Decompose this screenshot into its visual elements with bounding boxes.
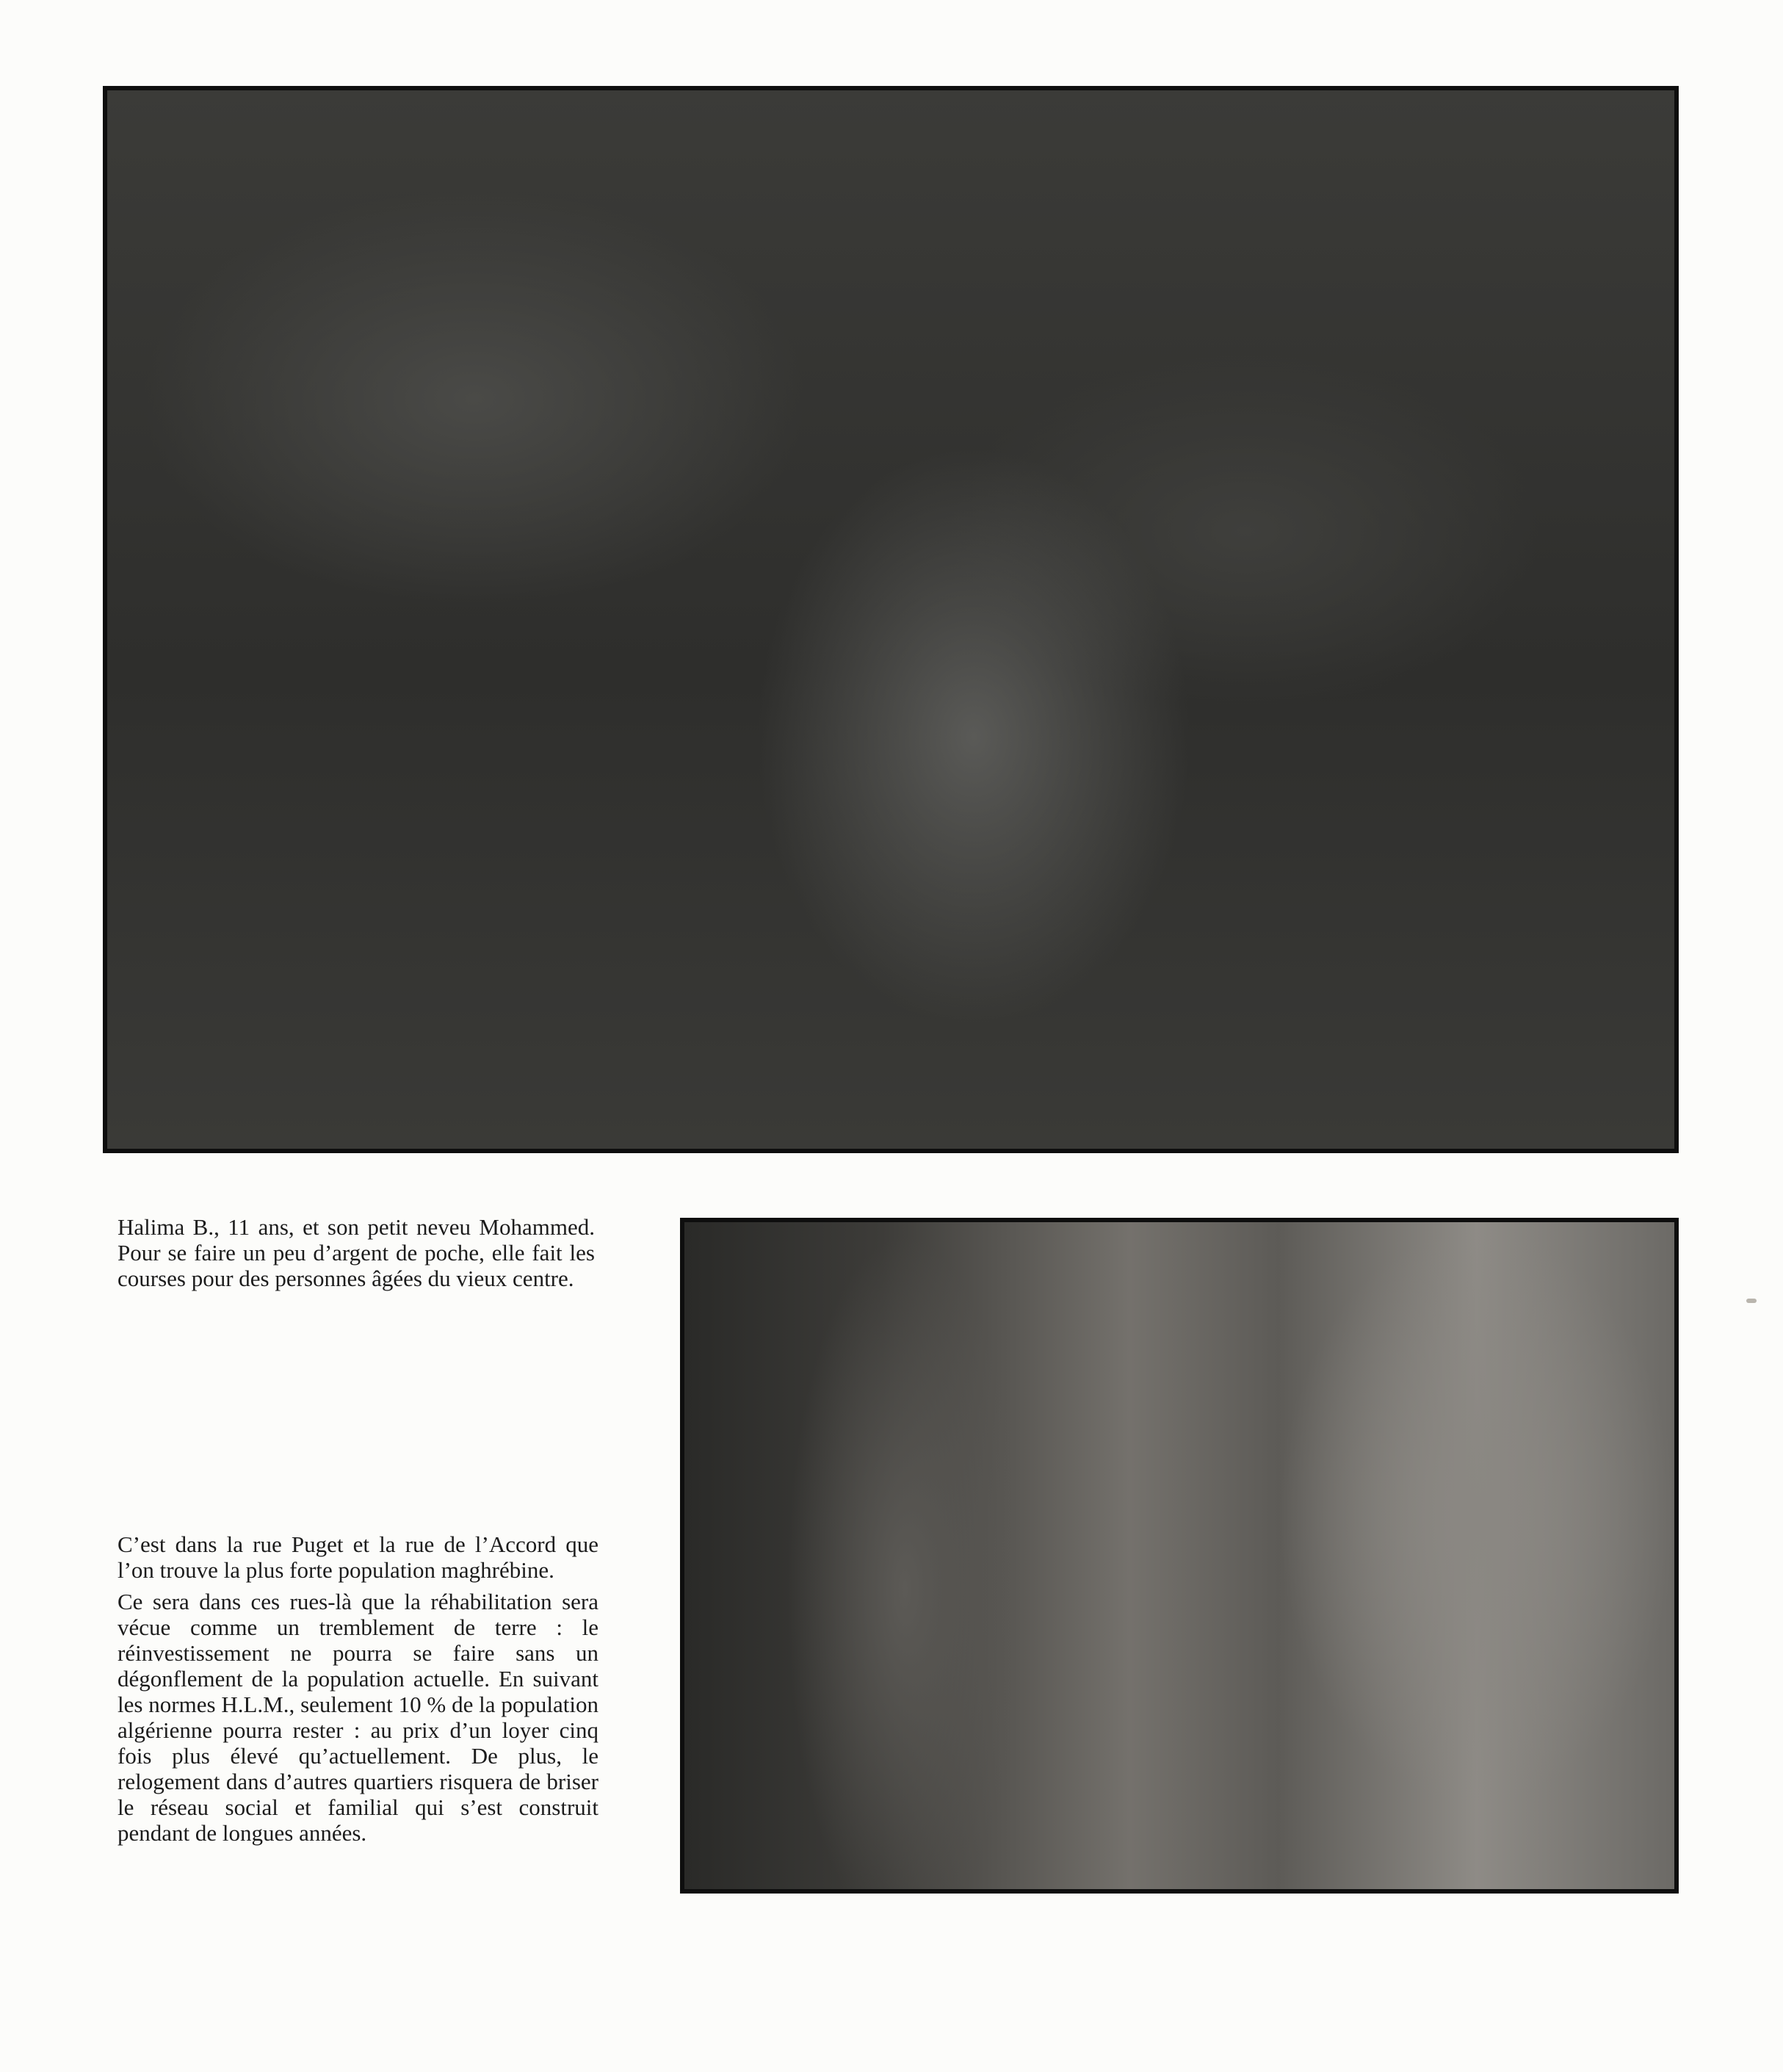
page-speck: [1746, 1299, 1757, 1303]
photo-caption: Halima B., 11 ans, et son petit neveu Mohammed. Pour se faire un peu d’argent de poche, elle fait les courses pour des personnes âgées du vieux centre.: [117, 1214, 595, 1291]
photo-girl-carrying-child: [103, 86, 1679, 1153]
body-text: [117, 1531, 598, 1852]
body-paragraph-1: C’est dans la rue Puget et la rue de l’Accord que l’on trouve la plus forte population maghrébine.: [117, 1531, 598, 1583]
body-paragraph-2: Ce sera dans ces rues-là que la réhabilitation sera vécue comme un tremblement de terre : le réinvestissement ne pourra se faire sans un dégonflement de la population actuelle. En suivant les normes H.L.M., seulement 10 % de la population algérienne pourra rester : au prix d’un loyer cinq fois plus élevé qu’actuellement. De plus, le relogement dans d’autres quartiers risquera de briser le réseau social et familial qui s’est construit pendant de longues années.: [117, 1589, 598, 1846]
photo-narrow-street: [680, 1218, 1679, 1894]
